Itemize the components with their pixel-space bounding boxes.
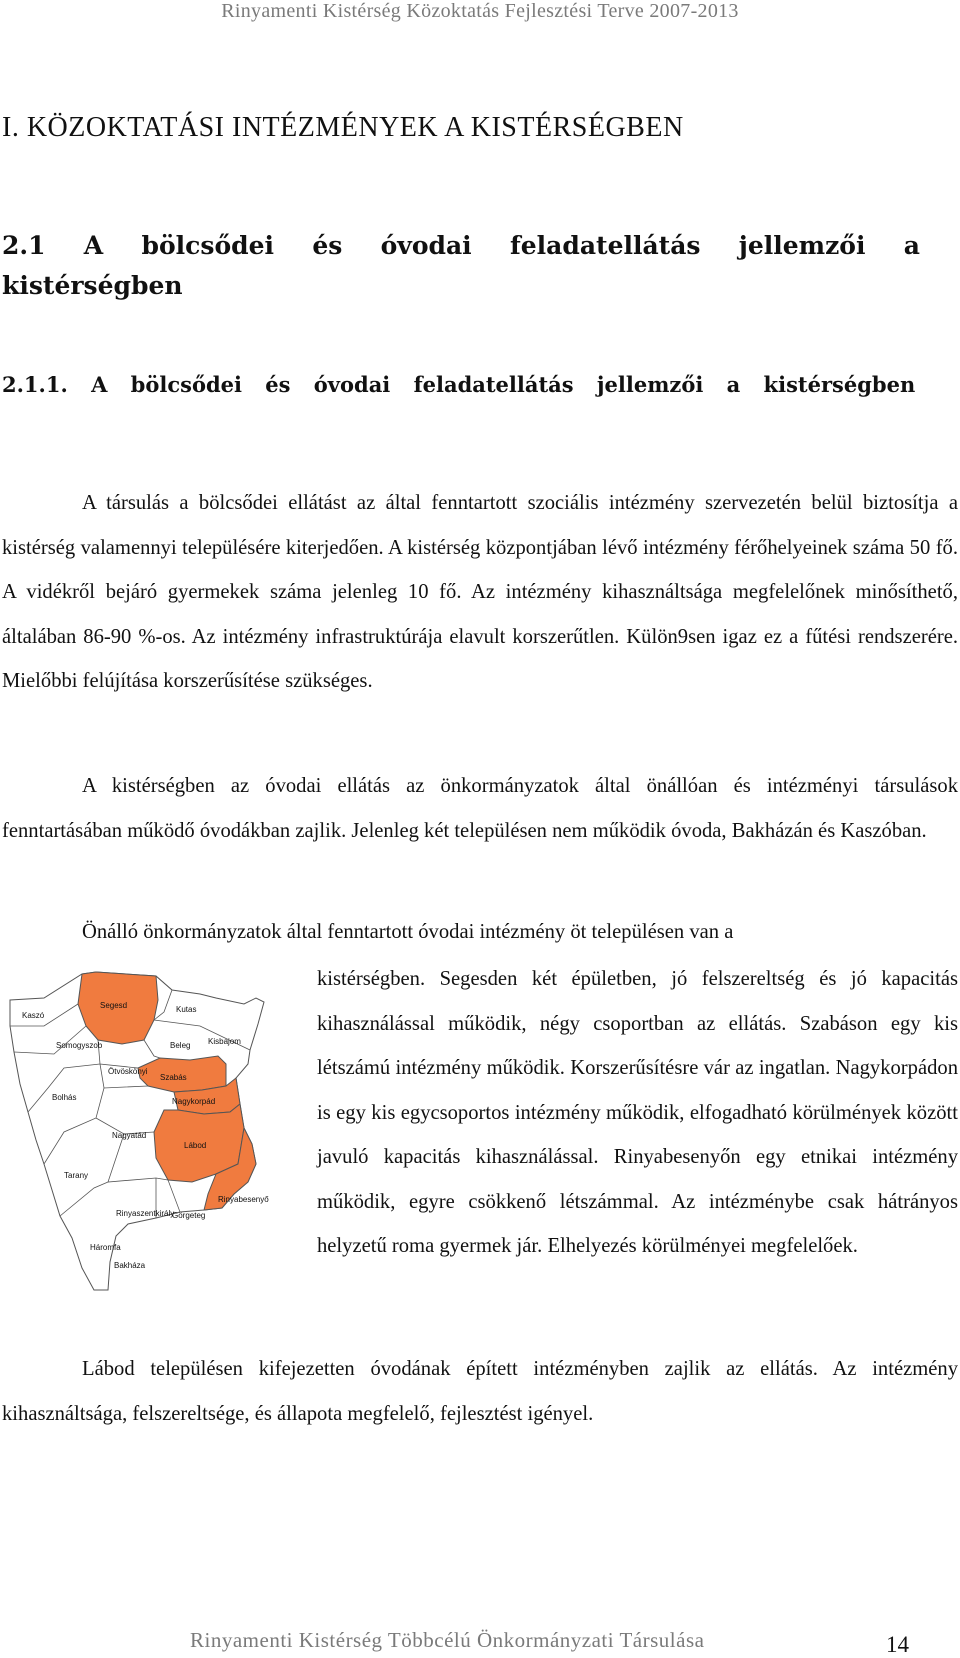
map-label-somogyszob: Somogyszob [56,1041,103,1050]
running-footer: Rinyamenti Kistérség Többcélú Önkormányzati Társulása [190,1628,705,1652]
map-label-rinyabesenyo: Rinyabesenyő [218,1195,269,1204]
paragraph-intro: Önálló önkormányzatok által fenntartott óvodai intézmény öt településen van a [82,921,734,943]
map-label-rinyaszentkiraly: Rinyaszentkirály [116,1209,175,1218]
page-number: 14 [886,1632,909,1657]
map-label-orvoskonyi: Ötvöskönyi [108,1067,148,1076]
map-label-szabas: Szabás [160,1073,187,1082]
chapter-heading: I. KÖZOKTATÁSI INTÉZMÉNYEK A KISTÉRSÉGBEN [2,112,684,143]
map-label-bolhas: Bolhás [52,1093,77,1102]
subregion-map [4,968,304,1298]
subsection-heading: 2.1.1. A bölcsődei és óvodai feladatellátás jellemzői a kistérségben [2,372,916,397]
paragraph-kindergartens-detail: kistérségben. Segesden két épületben, jó felszereltség és jó kapacitás kihasználással működik, négy csoportban az ellátás. Szabáson egy kis létszámú intézmény működik. Korszerűsítésre vár az ingatlan. Nagykorpádon is egy kis egycsoportos intézmény működik, elfogadható körülmények között javuló kapacitás kihasználással. Rinyabesenyőn egy etnikai intézmény működik, egyre csökkenő létszámmal. Az intézménybe csak hátrányos helyzetű roma gyermek jár. Elhelyezés körülményei megfelelőek. [317,968,958,1257]
running-header: Rinyamenti Kistérség Közoktatás Fejlesztési Terve 2007-2013 [221,0,739,22]
map-label-kisbajom: Kisbajom [208,1037,241,1046]
paragraph-nursery: A társulás a bölcsődei ellátást az által fenntartott szociális intézmény szervezetén belül biztosítja a kistérség valamennyi településére kiterjedően. A kistérség központjában lévő intézmény férőhelyeinek száma 50 fő. A vidékről bejáró gyermekek száma jelenleg 10 fő. Az intézmény kihasználtsága megfelelőnek minősíthető, általában 86-90 %-os. Az intézmény infrastruktúrája elavult korszerűtlen. Külön9sen igaz ez a fűtési rendszerére. Mielőbbi felújítása korszerűsítése szükséges. [2,492,958,692]
map-label-nagyatad: Nagyatád [112,1131,147,1140]
map-label-haromfa: Háromfa [90,1243,121,1252]
map-label-gorgeteg: Görgeteg [172,1211,206,1220]
map-label-nagykorpad: Nagykorpád [172,1097,216,1106]
section-heading: 2.1 A bölcsődei és óvodai feladatellátás jellemzői a kistérségben [2,231,920,300]
map-label-segesd: Segesd [100,1001,128,1010]
map-label-bakhaza: Bakháza [114,1261,146,1270]
map-label-kutas: Kutas [176,1005,197,1014]
map-label-kaszo: Kaszó [22,1011,45,1020]
paragraph-kindergarten: A kistérségben az óvodai ellátás az önkormányzatok által önállóan és intézményi társulások fenntartásában működő óvodákban zajlik. Jelenleg két településen nem működik óvoda, Bakházán és Kaszóban. [2,775,958,842]
map-label-beleg: Beleg [170,1041,191,1050]
map-label-tarany: Tarany [64,1171,89,1180]
map-label-labod: Lábod [184,1141,207,1150]
paragraph-labod: Lábod településen kifejezetten óvodának épített intézményben zajlik az ellátás. Az intézmény kihasználtsága, felszereltsége, és állapota megfelelő, fejlesztést igényel. [2,1358,958,1425]
